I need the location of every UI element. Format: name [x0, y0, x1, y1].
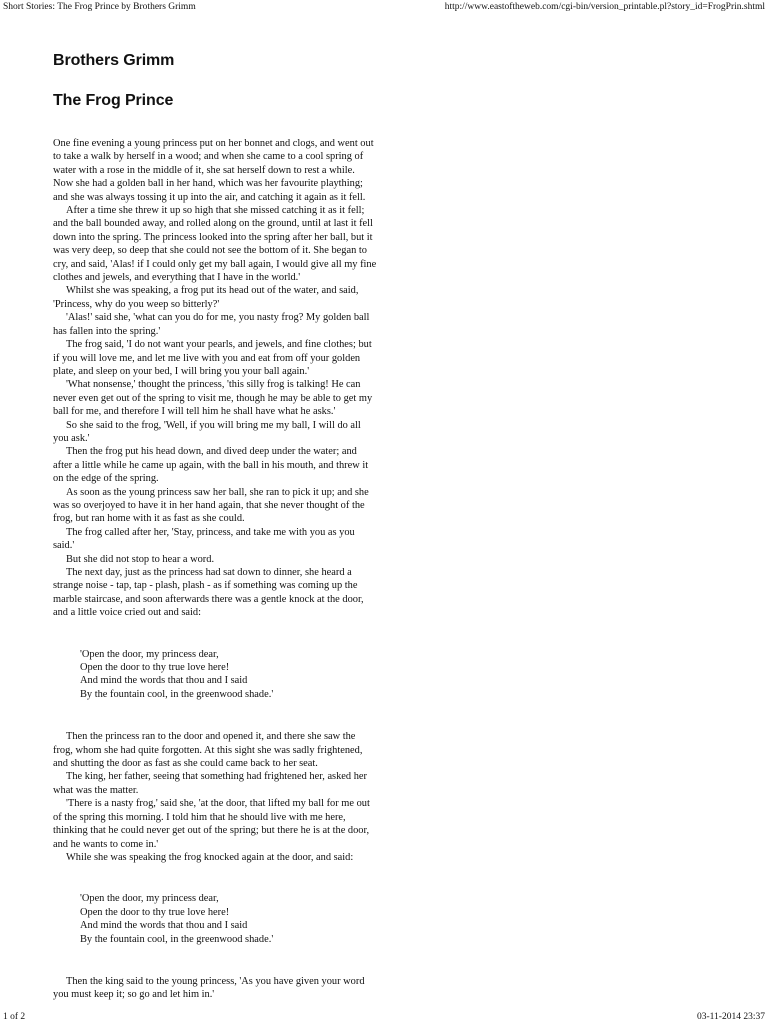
verse-line: And mind the words that thou and I said [80, 920, 248, 932]
story-line: and shutting the door as fast as she could came back to her seat. [53, 758, 318, 770]
story-line: Whilst she was speaking, a frog put its head out of the water, and said, [66, 285, 359, 297]
story-line: thinking that he could never get out of the spring; but there he is at the door, [53, 825, 370, 837]
story-line: After a time she threw it up so high that she missed catching it as it fell; [66, 205, 365, 217]
print-header [3, 1, 765, 13]
verse-line: 'Open the door, my princess dear, [80, 893, 219, 905]
story-line: frog, but ran home with it as fast as she could. [53, 513, 245, 525]
story-line: never even get out of the spring to visit me, though he may be able to get my [53, 392, 373, 404]
story-line: ball for me, and therefore I will tell him he shall have what he asks.' [53, 406, 336, 418]
story-line: marble staircase, and soon afterwards there was a gentle knock at the door, [53, 593, 364, 605]
story-line: clothes and jewels, and everything that I have in the world.' [53, 272, 301, 284]
story-line: As soon as the young princess saw her ball, she ran to pick it up; and she [66, 486, 369, 498]
story-line: and he wants to come in.' [53, 838, 159, 850]
story-line: you must keep it; so go and let him in.' [53, 989, 215, 1001]
story-line: Then the princess ran to the door and opened it, and there she saw the [66, 731, 356, 743]
story-line: Now she had a golden ball in her hand, which was her favourite plaything; [53, 178, 363, 190]
story-line: But she did not stop to hear a word. [66, 553, 215, 565]
story-line: after a little while he came up again, with the ball in his mouth, and threw it [53, 459, 369, 471]
story-line: of the spring this morning. I told him that he should live with me here, [53, 811, 346, 823]
story-line: The next day, just as the princess had sat down to dinner, she heard a [66, 567, 352, 578]
print-footer [3, 1011, 765, 1023]
print-header-url: http://www.eastoftheweb.com/cgi-bin/version_printable.pl?story_id=FrogPrin.shtml [444, 2, 765, 12]
story-line: on the edge of the spring. [53, 473, 159, 485]
verse-line: Open the door to thy true love here! [80, 662, 230, 674]
print-header-title: Short Stories: The Frog Prince by Brothers Grimm [3, 2, 196, 12]
page-number: 1 of 2 [3, 1012, 26, 1022]
story-line: Then the king said to the young princess, 'As you have given your word [66, 975, 365, 987]
verse-line: By the fountain cool, in the greenwood shade.' [80, 933, 274, 945]
story-line: and she was always tossing it up into the air, and catching it again as it fell. [53, 191, 366, 203]
verse-block [80, 892, 403, 946]
story-line: if you will love me, and let me live with you and eat from off your golden [53, 352, 361, 364]
story-line: The frog called after her, 'Stay, princess, and take me with you as you [66, 526, 355, 538]
story-line: frog, whom she had quite forgotten. At this sight she was sadly frightened, [53, 744, 363, 756]
story-line: The king, her father, seeing that something had frightened her, asked her [66, 771, 367, 783]
story-line: and a little voice cried out and said: [53, 607, 202, 619]
story-line: water with a rose in the middle of it, she sat herself down to rest a while. [53, 164, 355, 176]
story-text [53, 137, 403, 1002]
story-line: 'What nonsense,' thought the princess, 'this silly frog is talking! He can [66, 379, 361, 391]
story-line: to take a walk by herself in a wood; and when she came to a cool spring of [53, 151, 364, 163]
verse-line: And mind the words that thou and I said [80, 675, 248, 687]
story-line: strange noise - tap, tap - plash, plash - as if something was coming up the [53, 580, 358, 592]
print-timestamp: 03-11-2014 23:37 [697, 1012, 765, 1022]
story-line: 'Princess, why do you weep so bitterly?' [53, 298, 220, 310]
story-line: One fine evening a young princess put on her bonnet and clogs, and went out [53, 138, 374, 149]
story-title: The Frog Prince [53, 92, 174, 109]
verse-line: By the fountain cool, in the greenwood shade.' [80, 688, 274, 700]
story-line: what was the matter. [53, 784, 139, 796]
story-line: was so overjoyed to have it in her hand again, that she never thought of the [53, 499, 365, 511]
story-line: you ask.' [53, 432, 90, 444]
story-line: plate, and sleep on your bed, I will bring you your ball again.' [53, 365, 310, 377]
story-line: While she was speaking the frog knocked again at the door, and said: [66, 851, 354, 863]
story-line: down into the spring. The princess looked into the spring after her ball, but it [53, 231, 373, 243]
verse-line: Open the door to thy true love here! [80, 906, 230, 918]
story-line: 'There is a nasty frog,' said she, 'at the door, that lifted my ball for me out [66, 798, 370, 810]
story-line: The frog said, 'I do not want your pearls, and jewels, and fine clothes; but [66, 339, 372, 351]
story-line: So she said to the frog, 'Well, if you will bring me my ball, I will do all [66, 419, 361, 431]
author-heading: Brothers Grimm [53, 52, 175, 69]
story-line: Then the frog put his head down, and dived deep under the water; and [66, 446, 357, 458]
story-line: 'Alas!' said she, 'what can you do for me, you nasty frog? My golden ball [66, 312, 370, 324]
verse-line: 'Open the door, my princess dear, [80, 648, 219, 660]
story-line: said.' [53, 540, 75, 552]
verse-block [80, 648, 403, 702]
page-content [53, 46, 403, 1002]
story-line: and the ball bounded away, and rolled along on the ground, until at last it fell [53, 218, 373, 230]
story-line: cry, and said, 'Alas! if I could only get my ball again, I would give all my fine [53, 258, 377, 270]
story-line: was very deep, so deep that she could not see the bottom of it. She began to [53, 245, 367, 257]
story-line: has fallen into the spring.' [53, 325, 161, 337]
